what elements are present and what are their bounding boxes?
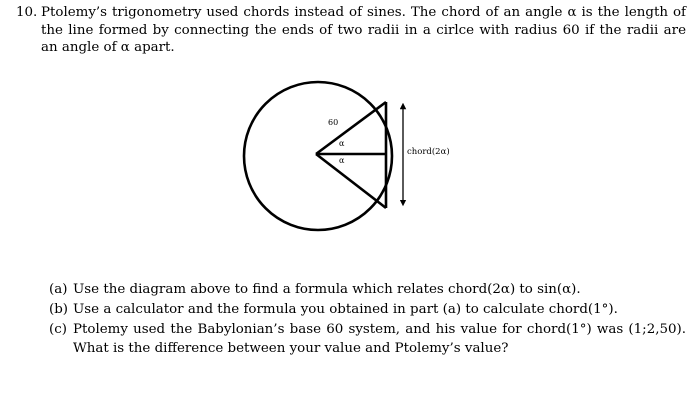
angle-label-bottom: α — [339, 156, 345, 165]
radius-lower — [316, 154, 386, 208]
chord-label: chord(2α) — [407, 147, 450, 157]
part-a-label: (a) — [49, 282, 68, 297]
part-c-label: (c) — [49, 322, 67, 337]
part-b — [49, 300, 686, 319]
problem-number: 10. — [16, 5, 38, 20]
part-c — [49, 320, 686, 358]
part-c-text: Ptolemy used the Babylonian’s base 60 system, and his value for chord(1°) was (1;2,50). What is the difference between your value and Ptolemy’s value? — [73, 322, 686, 356]
part-b-label: (b) — [49, 302, 69, 317]
part-a — [49, 280, 686, 299]
question-parts — [49, 280, 686, 359]
radius-upper — [316, 102, 386, 154]
problem-text: Ptolemy’s trigonometry used chords instead of sines. The chord of an angle α is the length of the line formed by connecting the ends of two radii in a cirlce with radius 60 if the radii are an angle of α apart. — [41, 5, 686, 56]
radius-label: 60 — [328, 118, 339, 127]
angle-label-top: α — [339, 139, 345, 148]
part-b-text: Use a calculator and the formula you obtained in part (a) to calculate chord(1°). — [73, 302, 618, 317]
part-a-text: Use the diagram above to find a formula which relates chord(2α) to sin(α). — [73, 282, 581, 297]
